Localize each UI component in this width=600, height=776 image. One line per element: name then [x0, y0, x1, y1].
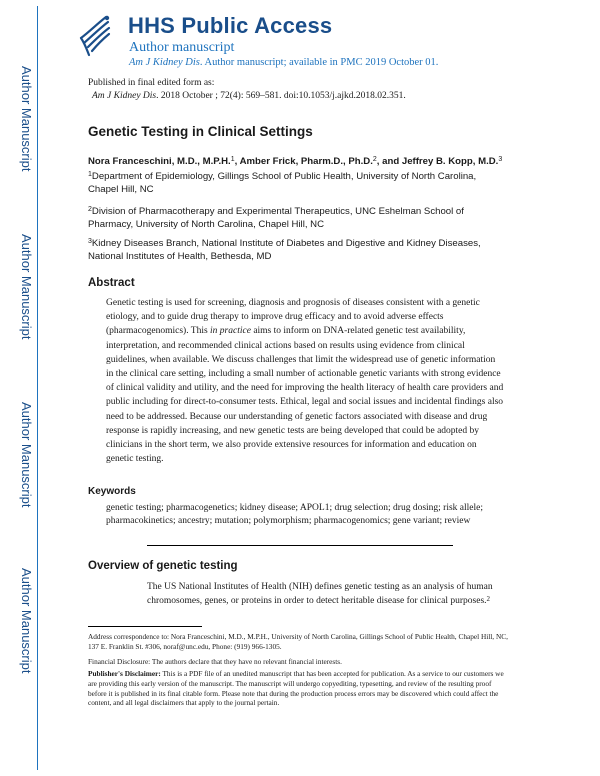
affiliation — [88, 170, 508, 196]
abstract-heading: Abstract — [88, 277, 135, 289]
author-manuscript-label: Author Manuscript — [19, 568, 34, 674]
affiliation-number: 2 — [88, 206, 92, 213]
affiliation-number: 3 — [88, 238, 92, 245]
abstract-emphasis: in practice — [210, 326, 251, 337]
reference-marker: 2 — [486, 595, 491, 603]
author-affiliation-marker: 3 — [498, 156, 503, 163]
author-name: Amber Frick, Pharm.D., Ph.D. — [239, 156, 373, 167]
author-list — [88, 155, 502, 168]
hhs-eagle-logo-icon — [75, 14, 115, 58]
keywords-text: genetic testing; pharmacogenetics; kidney disease; APOL1; drug selection; drug dosing; risk allele; pharmacokinetics; ancestry; mutation; polymorphism; pharmacogenomics; gene variant; review — [106, 503, 484, 526]
publisher-disclaimer — [88, 669, 510, 708]
abstract-text-part: aims to inform on DNA-related genetic test availability, interpretation, and recommended clinical actions based on results using evidence from clinical guidelines, when available. We discuss challenges that limit the widespread use of genetic information in the clinical care setting, including a small number of actionable genetic variants with strong evidence of clinical validity and utility, and the need for improving the health literacy of health care providers and public including for direct-to-consumer tests. Ethical, legal and social issues and incidental findings also need to be addressed. Because our understanding of genetic factors associated with disease and drug response is rapidly increasing, and new genetic tests are being developed that could be adopted by clinicians in the short term, we also provide extensive resources for information and education on genetic testing. — [106, 326, 504, 465]
author-name: Jeffrey B. Kopp, M.D. — [401, 156, 499, 167]
disclaimer-text: This is a PDF file of an unedited manuscript that has been accepted for publication. As a service to our customers we are providing this early version of the manuscript. The manuscript will undergo copyediting, typesetting, and review of the resulting proof before it is published in its final citable form. Please note that during the production process errors may be discovered which could affect the content, and all legal disclaimers that apply to the journal pertain. — [88, 669, 504, 708]
published-citation — [88, 90, 406, 103]
journal-name: Am J Kidney Dis — [92, 91, 157, 101]
footnote-divider — [88, 626, 202, 627]
author-manuscript-subtitle: Author manuscript — [129, 40, 235, 55]
pmc-citation — [129, 57, 438, 68]
affiliation-text: Department of Epidemiology, Gillings School of Public Health, University of North Carolina, Chapel Hill, NC — [88, 171, 477, 195]
author-manuscript-label: Author Manuscript — [19, 234, 34, 340]
section-heading: Overview of genetic testing — [88, 560, 238, 572]
author-name: Nora Franceschini, M.D., M.P.H. — [88, 156, 231, 167]
abstract-text — [106, 296, 504, 466]
affiliation-text: Kidney Diseases Branch, National Institute of Diabetes and Digestive and Kidney Diseases, National Institutes of Health, Bethesda, MD — [88, 238, 481, 262]
author-manuscript-label: Author Manuscript — [19, 402, 34, 508]
author-separator: , and — [376, 156, 402, 167]
section-paragraph — [147, 580, 512, 608]
hhs-title: HHS Public Access — [128, 13, 333, 38]
author-affiliation-marker: 1 — [230, 156, 235, 163]
abstract-text-part: Genetic testing is used for screening, diagnosis and prognosis of diseases consistent with a genetic etiology, and to guide drug therapy to improve drug efficacy and to avoid adverse effects (pharmacogenomics). This — [106, 298, 480, 337]
affiliation-text: Division of Pharmacotherapy and Experimental Therapeutics, UNC Eshelman School of Pharmacy, University of North Carolina, Chapel Hill, NC — [88, 206, 464, 230]
affiliation-number: 1 — [88, 171, 92, 178]
author-separator: , — [234, 156, 240, 167]
journal-name: Am J Kidney Dis — [129, 57, 200, 68]
sidebar-divider — [37, 6, 38, 770]
affiliation — [88, 205, 508, 231]
article-title: Genetic Testing in Clinical Settings — [88, 124, 313, 139]
published-label: Published in final edited form as: — [88, 78, 215, 88]
section-divider — [147, 545, 453, 546]
disclaimer-label: Publisher's Disclaimer: — [88, 669, 161, 678]
financial-disclosure: Financial Disclosure: The authors declare that they have no relevant financial interests. — [88, 657, 342, 666]
published-info — [88, 77, 406, 103]
sidebar — [0, 0, 40, 776]
keywords-heading: Keywords — [88, 486, 136, 497]
citation-text: . 2018 October ; 72(4): 569–581. doi:10.1053/j.ajkd.2018.02.351. — [156, 91, 406, 101]
correspondence-note: Address correspondence to: Nora Franceschini, M.D., M.P.H., University of North Carolina, Gillings School of Public Health, Chapel Hill, NC, 137 E. Franklin St. #306, noraf@unc.edu, Phone: (919) 966-1305. — [88, 632, 508, 651]
citation-text: . Author manuscript; available in PMC 2019 October 01. — [199, 57, 439, 68]
author-affiliation-marker: 2 — [372, 156, 377, 163]
author-manuscript-label: Author Manuscript — [19, 66, 34, 172]
affiliation — [88, 237, 508, 263]
section-text: The US National Institutes of Health (NIH) defines genetic testing as an analysis of human chromosomes, genes, or proteins in order to detect heritable disease for clinical purposes. — [147, 582, 493, 606]
